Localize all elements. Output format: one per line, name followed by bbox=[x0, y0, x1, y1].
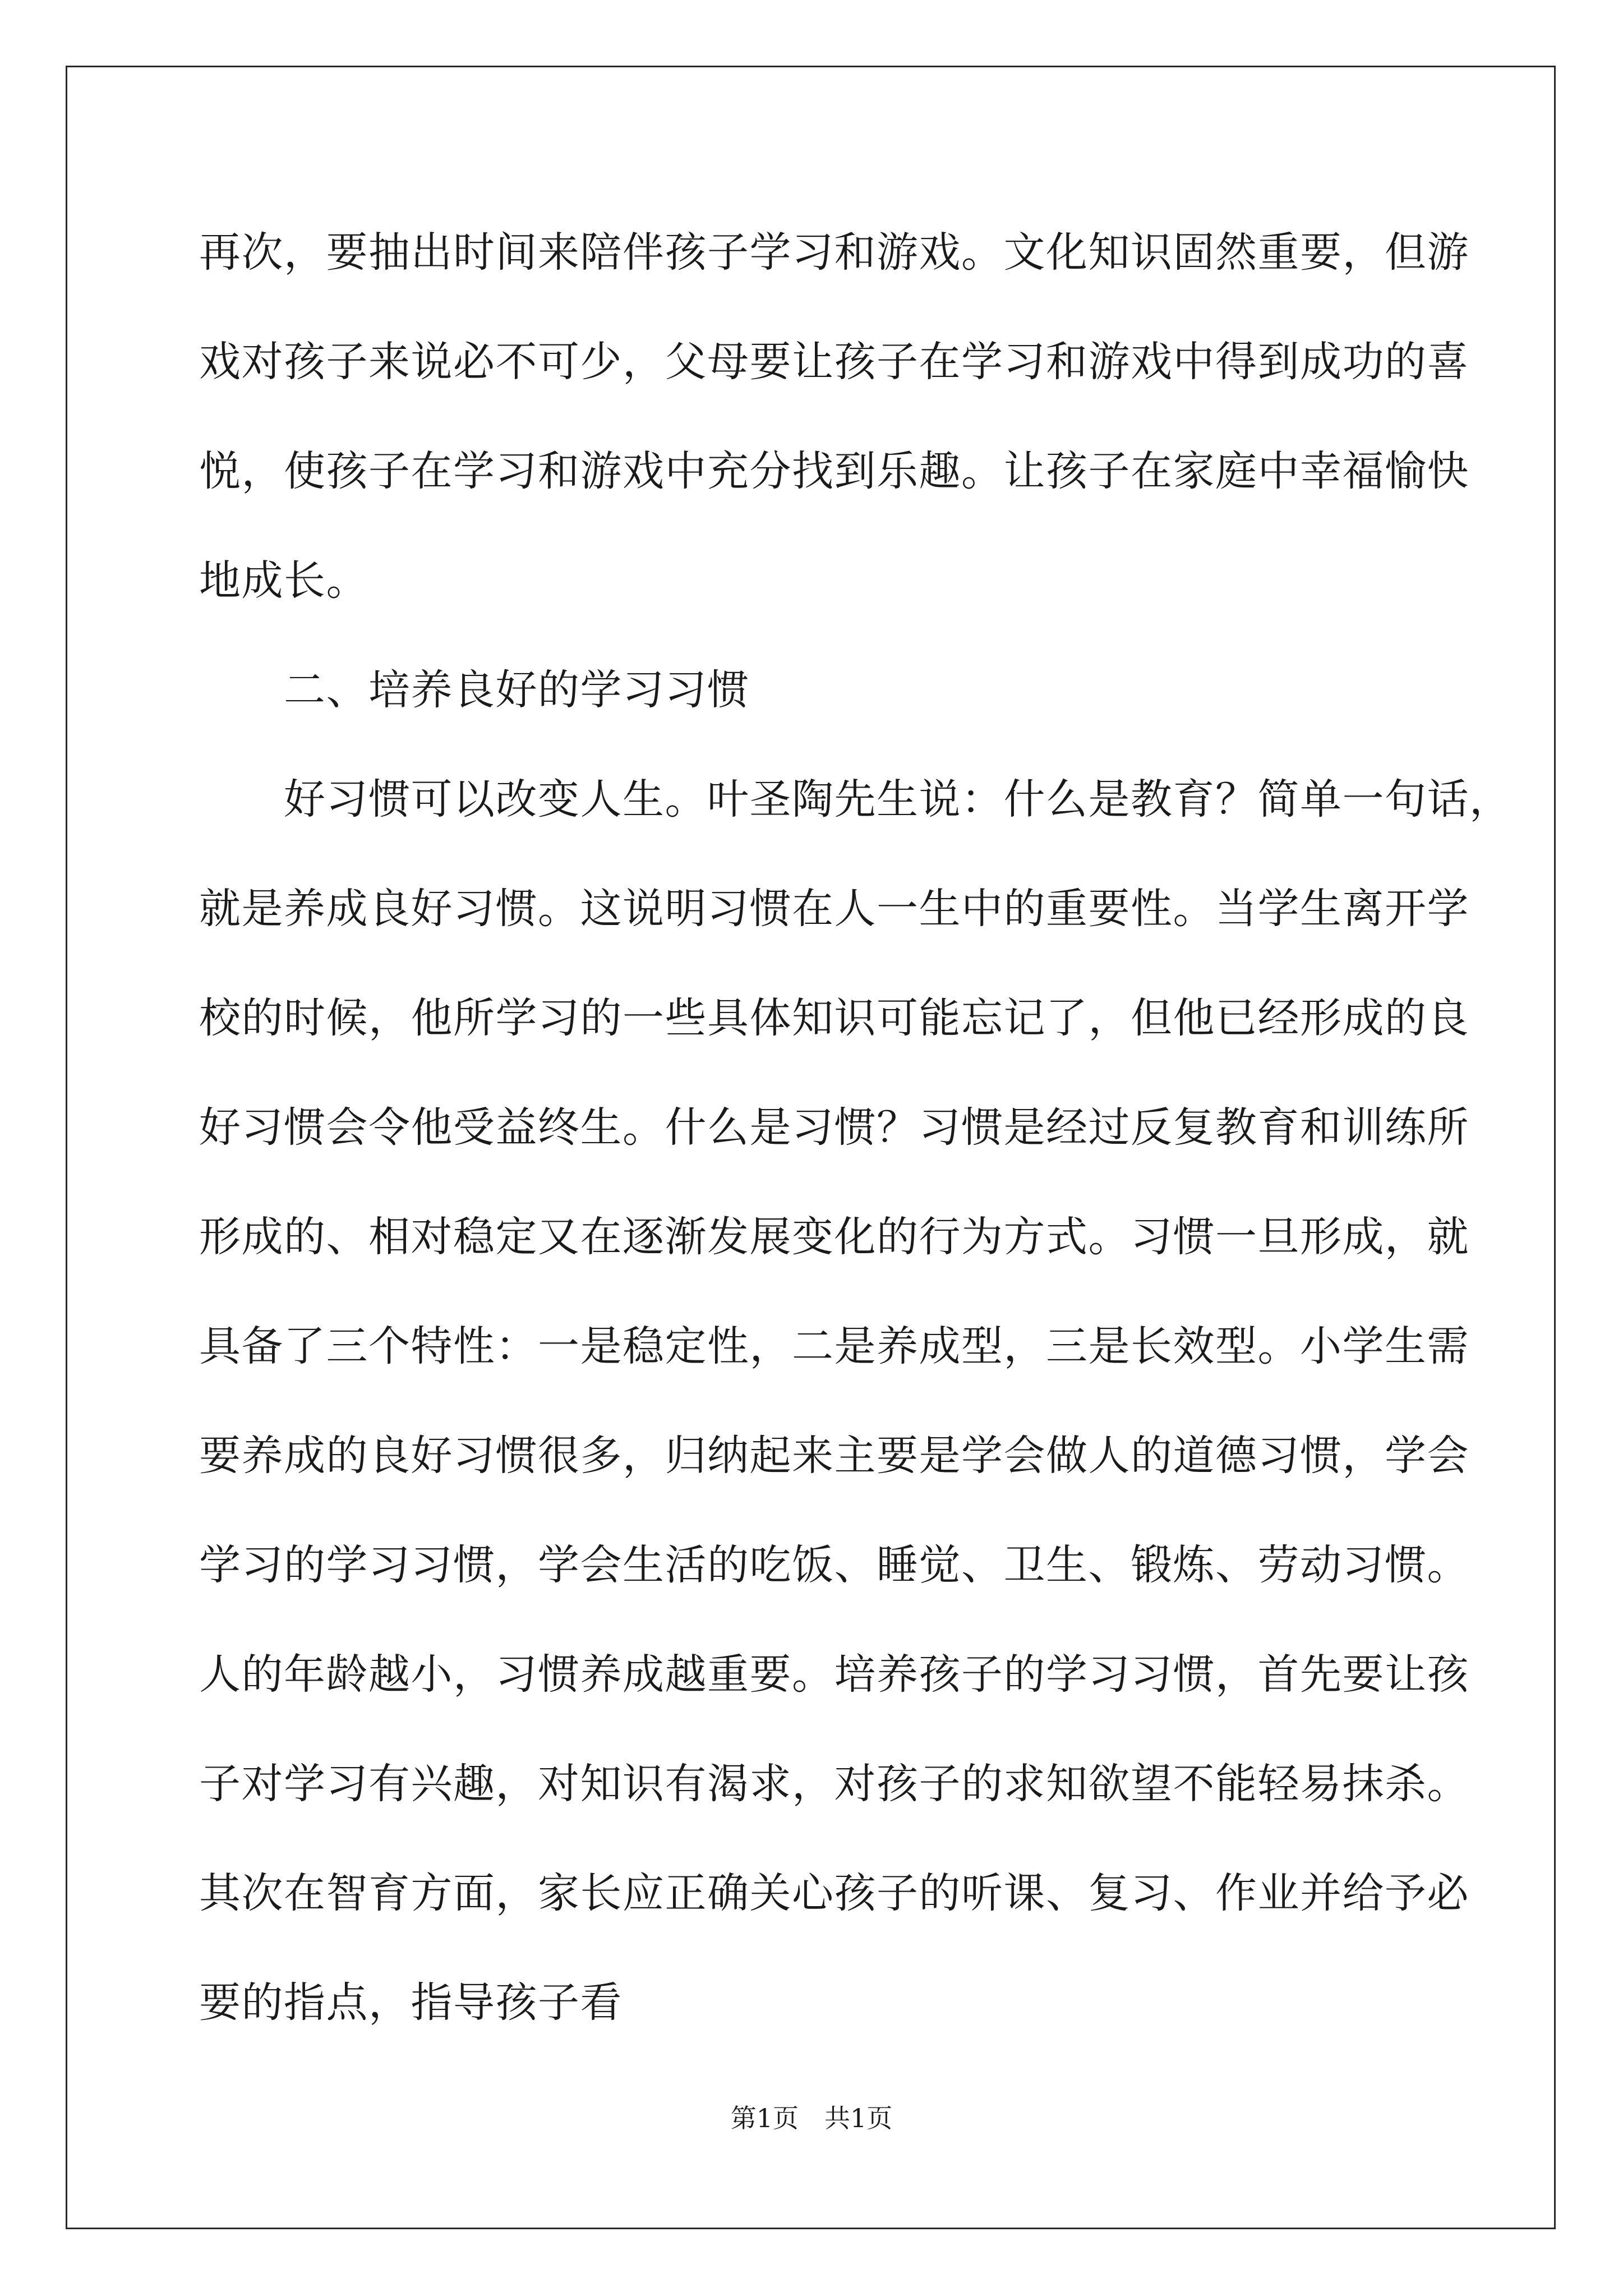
text-line: 好习惯会令他受益终生。什么是习惯？习惯是经过反复教育和训练所 bbox=[199, 1103, 1469, 1152]
text-line: 好习惯可以改变人生。叶圣陶先生说：什么是教育？简单一句话， bbox=[199, 775, 1512, 823]
text-line: 就是养成良好习惯。这说明习惯在人一生中的重要性。当学生离开学 bbox=[199, 885, 1469, 933]
text-line: 学习的学习习惯，学会生活的吃饭、睡觉、卫生、锻炼、劳动习惯。 bbox=[199, 1541, 1469, 1589]
text-line: 具备了三个特性：一是稳定性，二是养成型，三是长效型。小学生需 bbox=[199, 1322, 1469, 1370]
text-line: 戏对孩子来说必不可少，父母要让孩子在学习和游戏中得到成功的喜 bbox=[199, 338, 1469, 386]
text-line: 地成长。 bbox=[199, 556, 368, 605]
text-line: 要的指点，指导孩子看 bbox=[199, 1978, 623, 2027]
text-line: 校的时候，他所学习的一些具体知识可能忘记了，但他已经形成的良 bbox=[199, 994, 1469, 1042]
text-line: 其次在智育方面，家长应正确关心孩子的听课、复习、作业并给予必 bbox=[199, 1869, 1469, 1917]
page-number-footer: 第1页 共1页 bbox=[730, 2103, 893, 2133]
text-line: 要养成的良好习惯很多，归纳起来主要是学会做人的道德习惯，学会 bbox=[199, 1432, 1469, 1480]
text-line: 再次，要抽出时间来陪伴孩子学习和游戏。文化知识固然重要，但游 bbox=[199, 228, 1469, 277]
text-line: 子对学习有兴趣，对知识有渴求，对孩子的求知欲望不能轻易抹杀。 bbox=[199, 1760, 1469, 1808]
section-heading: 二、培养良好的学习习惯 bbox=[199, 666, 750, 714]
text-line: 悦，使孩子在学习和游戏中充分找到乐趣。让孩子在家庭中幸福愉快 bbox=[199, 447, 1469, 495]
text-line: 形成的、相对稳定又在逐渐发展变化的行为方式。习惯一旦形成，就 bbox=[199, 1213, 1469, 1261]
text-line: 人的年龄越小，习惯养成越重要。培养孩子的学习习惯，首先要让孩 bbox=[199, 1650, 1469, 1699]
